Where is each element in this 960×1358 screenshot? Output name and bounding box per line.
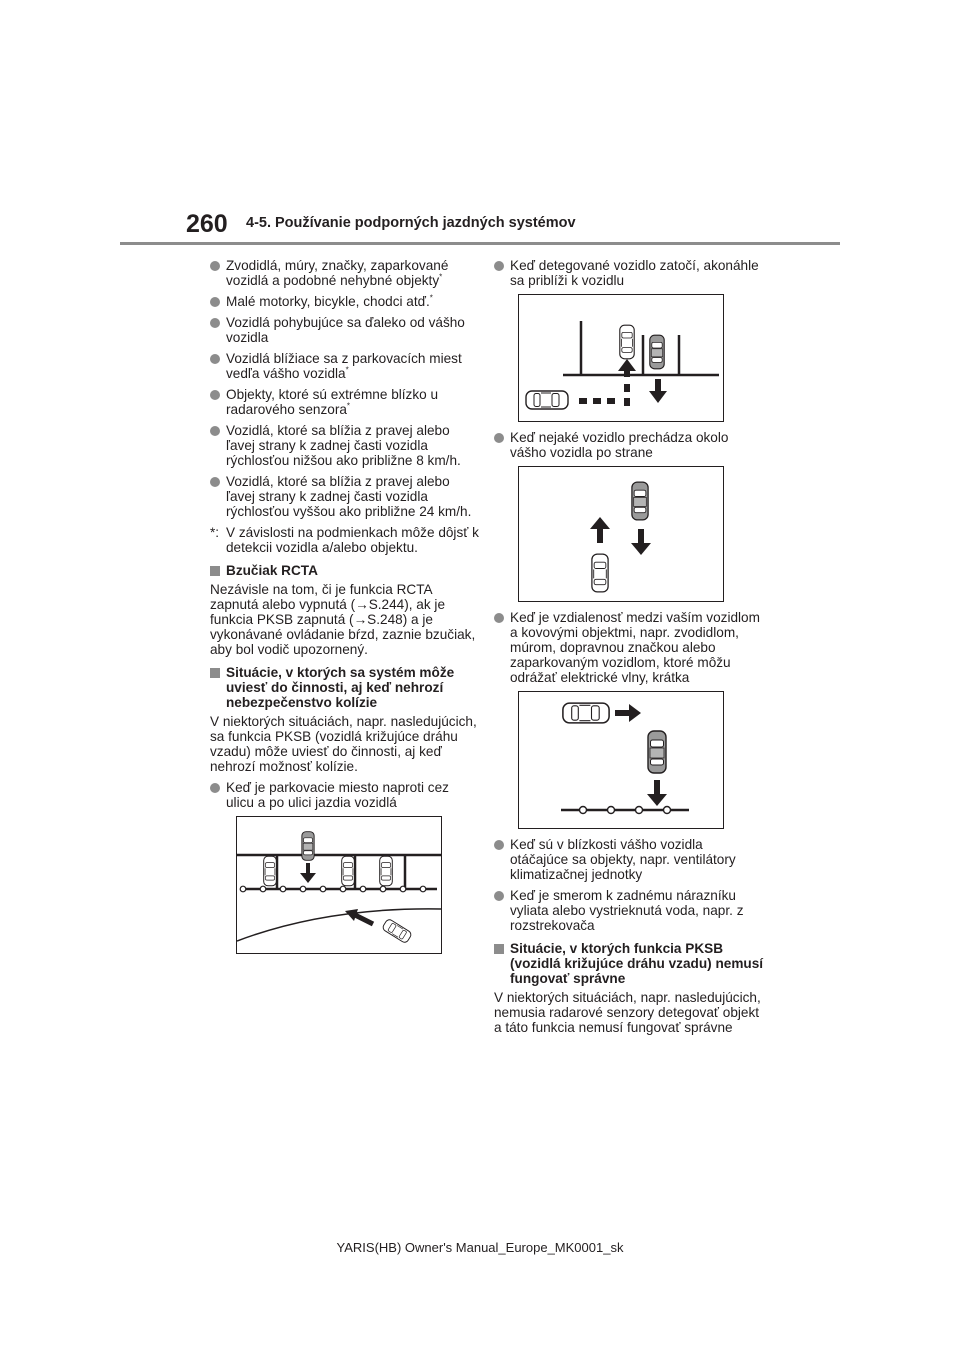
paragraph: Nezávisle na tom, či je funkcia RCTA zapnutá alebo vypnutá (→S.244), ak je funkcia PKSB zapnutá (→S.248) a je vykonávané ovládanie bŕzd, zaznie bzučiak, aby bol vodič upozornený. <box>210 582 476 657</box>
figure-vehicle-turning <box>518 294 724 422</box>
section-heading <box>494 941 764 986</box>
bullet-text: Vozidlá, ktoré sa blížia z pravej alebo ľavej strany k zadnej časti vozidla rýchlosťou nižšou ako približne 8 km/h. <box>226 423 461 468</box>
bullet-text: Vozidlá, ktoré sa blížia z pravej alebo ľavej strany k zadnej časti vozidla rýchlosťou vyššou ako približne 24 km/h. <box>226 474 472 519</box>
footnote-marker: * <box>346 401 351 411</box>
footnote-marker: * <box>439 272 443 282</box>
bullet-icon <box>210 783 220 793</box>
paragraph: V niektorých situáciách, napr. nasledujúcich, nemusia radarové senzory detegovať objekt a táto funkcia nemusí fungovať správne <box>494 990 761 1035</box>
list-item <box>210 351 480 381</box>
bullet-icon <box>494 261 504 271</box>
list-item <box>210 423 480 468</box>
footnote-marker: * <box>429 293 433 303</box>
bullet-text: Keď je smerom k zadnému nárazníku vyliata alebo vystrieknutá voda, napr. z rozstrekovača <box>510 888 744 933</box>
bullet-icon <box>210 426 220 436</box>
footnote-mark: *: <box>210 525 220 540</box>
bullet-icon <box>210 477 220 487</box>
bullet-text: Vozidlá pohybujúce sa ďaleko od vášho vozidla <box>226 315 465 345</box>
bullet-text: Vozidlá blížiace sa z parkovacích miest vedľa vášho vozidla <box>226 351 462 381</box>
footnote-text: V závislosti na podmienkach môže dôjsť k detekcii vozidla a/alebo objektu. <box>226 525 479 555</box>
section-heading <box>210 563 480 578</box>
bullet-text: Keď detegované vozidlo zatočí, akonáhle sa priblíži k vozidlu <box>510 258 759 288</box>
bullet-text: Keď sú v blízkosti vášho vozidla otáčajúce sa objekty, napr. ventilátory klimatizačnej jednotky <box>510 837 736 882</box>
list-item <box>210 258 480 288</box>
list-item <box>210 474 480 519</box>
bullet-icon <box>494 891 504 901</box>
bullet-icon <box>210 297 220 307</box>
list-item <box>210 294 480 309</box>
list-item <box>494 888 764 933</box>
header-rule <box>120 242 840 245</box>
bullet-text: Malé motorky, bicykle, chodci atď. <box>226 294 430 309</box>
right-column <box>494 258 764 1041</box>
bullet-icon <box>494 840 504 850</box>
bullet-text: Keď nejaké vozidlo prechádza okolo vášho vozidla po strane <box>510 430 729 460</box>
list-item <box>494 258 764 288</box>
bullet-icon <box>210 318 220 328</box>
bullet-icon <box>210 354 220 364</box>
list-item <box>494 610 764 685</box>
page-footer: YARIS(HB) Owner's Manual_Europe_MK0001_sk <box>336 1240 624 1255</box>
section-heading-text: Situácie, v ktorých sa systém môže uviesť do činnosti, aj keď nehrozí nebezpečenstvo kolízie <box>226 665 455 710</box>
section-heading-text: Situácie, v ktorých funkcia PKSB (vozidlá križujúce dráhu vzadu) nemusí fungovať správne <box>510 941 764 986</box>
bullet-text: Objekty, ktoré sú extrémne blízko u radarového senzora <box>226 387 439 417</box>
list-item <box>210 387 480 417</box>
page-number: 260 <box>186 210 228 238</box>
section-heading <box>210 665 480 710</box>
bullet-icon <box>210 390 220 400</box>
bullet-icon <box>210 261 220 271</box>
list-item <box>210 780 480 810</box>
square-bullet-icon <box>494 944 504 954</box>
footnote-marker: * <box>345 365 349 375</box>
bullet-text: Keď je parkovacie miesto naproti cez ulicu a po ulici jazdia vozidlá <box>226 780 449 810</box>
section-heading-text: Bzučiak RCTA <box>226 563 318 578</box>
square-bullet-icon <box>210 668 220 678</box>
bullet-icon <box>494 613 504 623</box>
list-item <box>494 430 764 460</box>
figure-metal-objects <box>518 691 724 829</box>
footnote <box>210 525 480 555</box>
figure-parking-across-street <box>236 816 442 954</box>
figure-vehicle-passing <box>518 466 724 602</box>
list-item <box>494 837 764 882</box>
bullet-icon <box>494 433 504 443</box>
section-title: 4-5. Používanie podporných jazdných systémov <box>246 215 576 231</box>
left-column <box>210 258 480 962</box>
bullet-text: Zvodidlá, múry, značky, zaparkované vozidlá a podobné nehybné objekty <box>226 258 449 288</box>
square-bullet-icon <box>210 566 220 576</box>
bullet-text: Keď je vzdialenosť medzi vaším vozidlom a kovovými objektmi, napr. zvodidlom, múrom, dopravnou značkou alebo zaparkovaným vozidlom, ktoré môžu odrážať elektrické vlny, krátka <box>510 610 760 685</box>
paragraph: V niektorých situáciách, napr. nasledujúcich, sa funkcia PKSB (vozidlá križujúce dráhu vzadu) môže uviesť do činnosti, aj keď nehrozí možnosť kolízie. <box>210 714 477 774</box>
list-item <box>210 315 480 345</box>
